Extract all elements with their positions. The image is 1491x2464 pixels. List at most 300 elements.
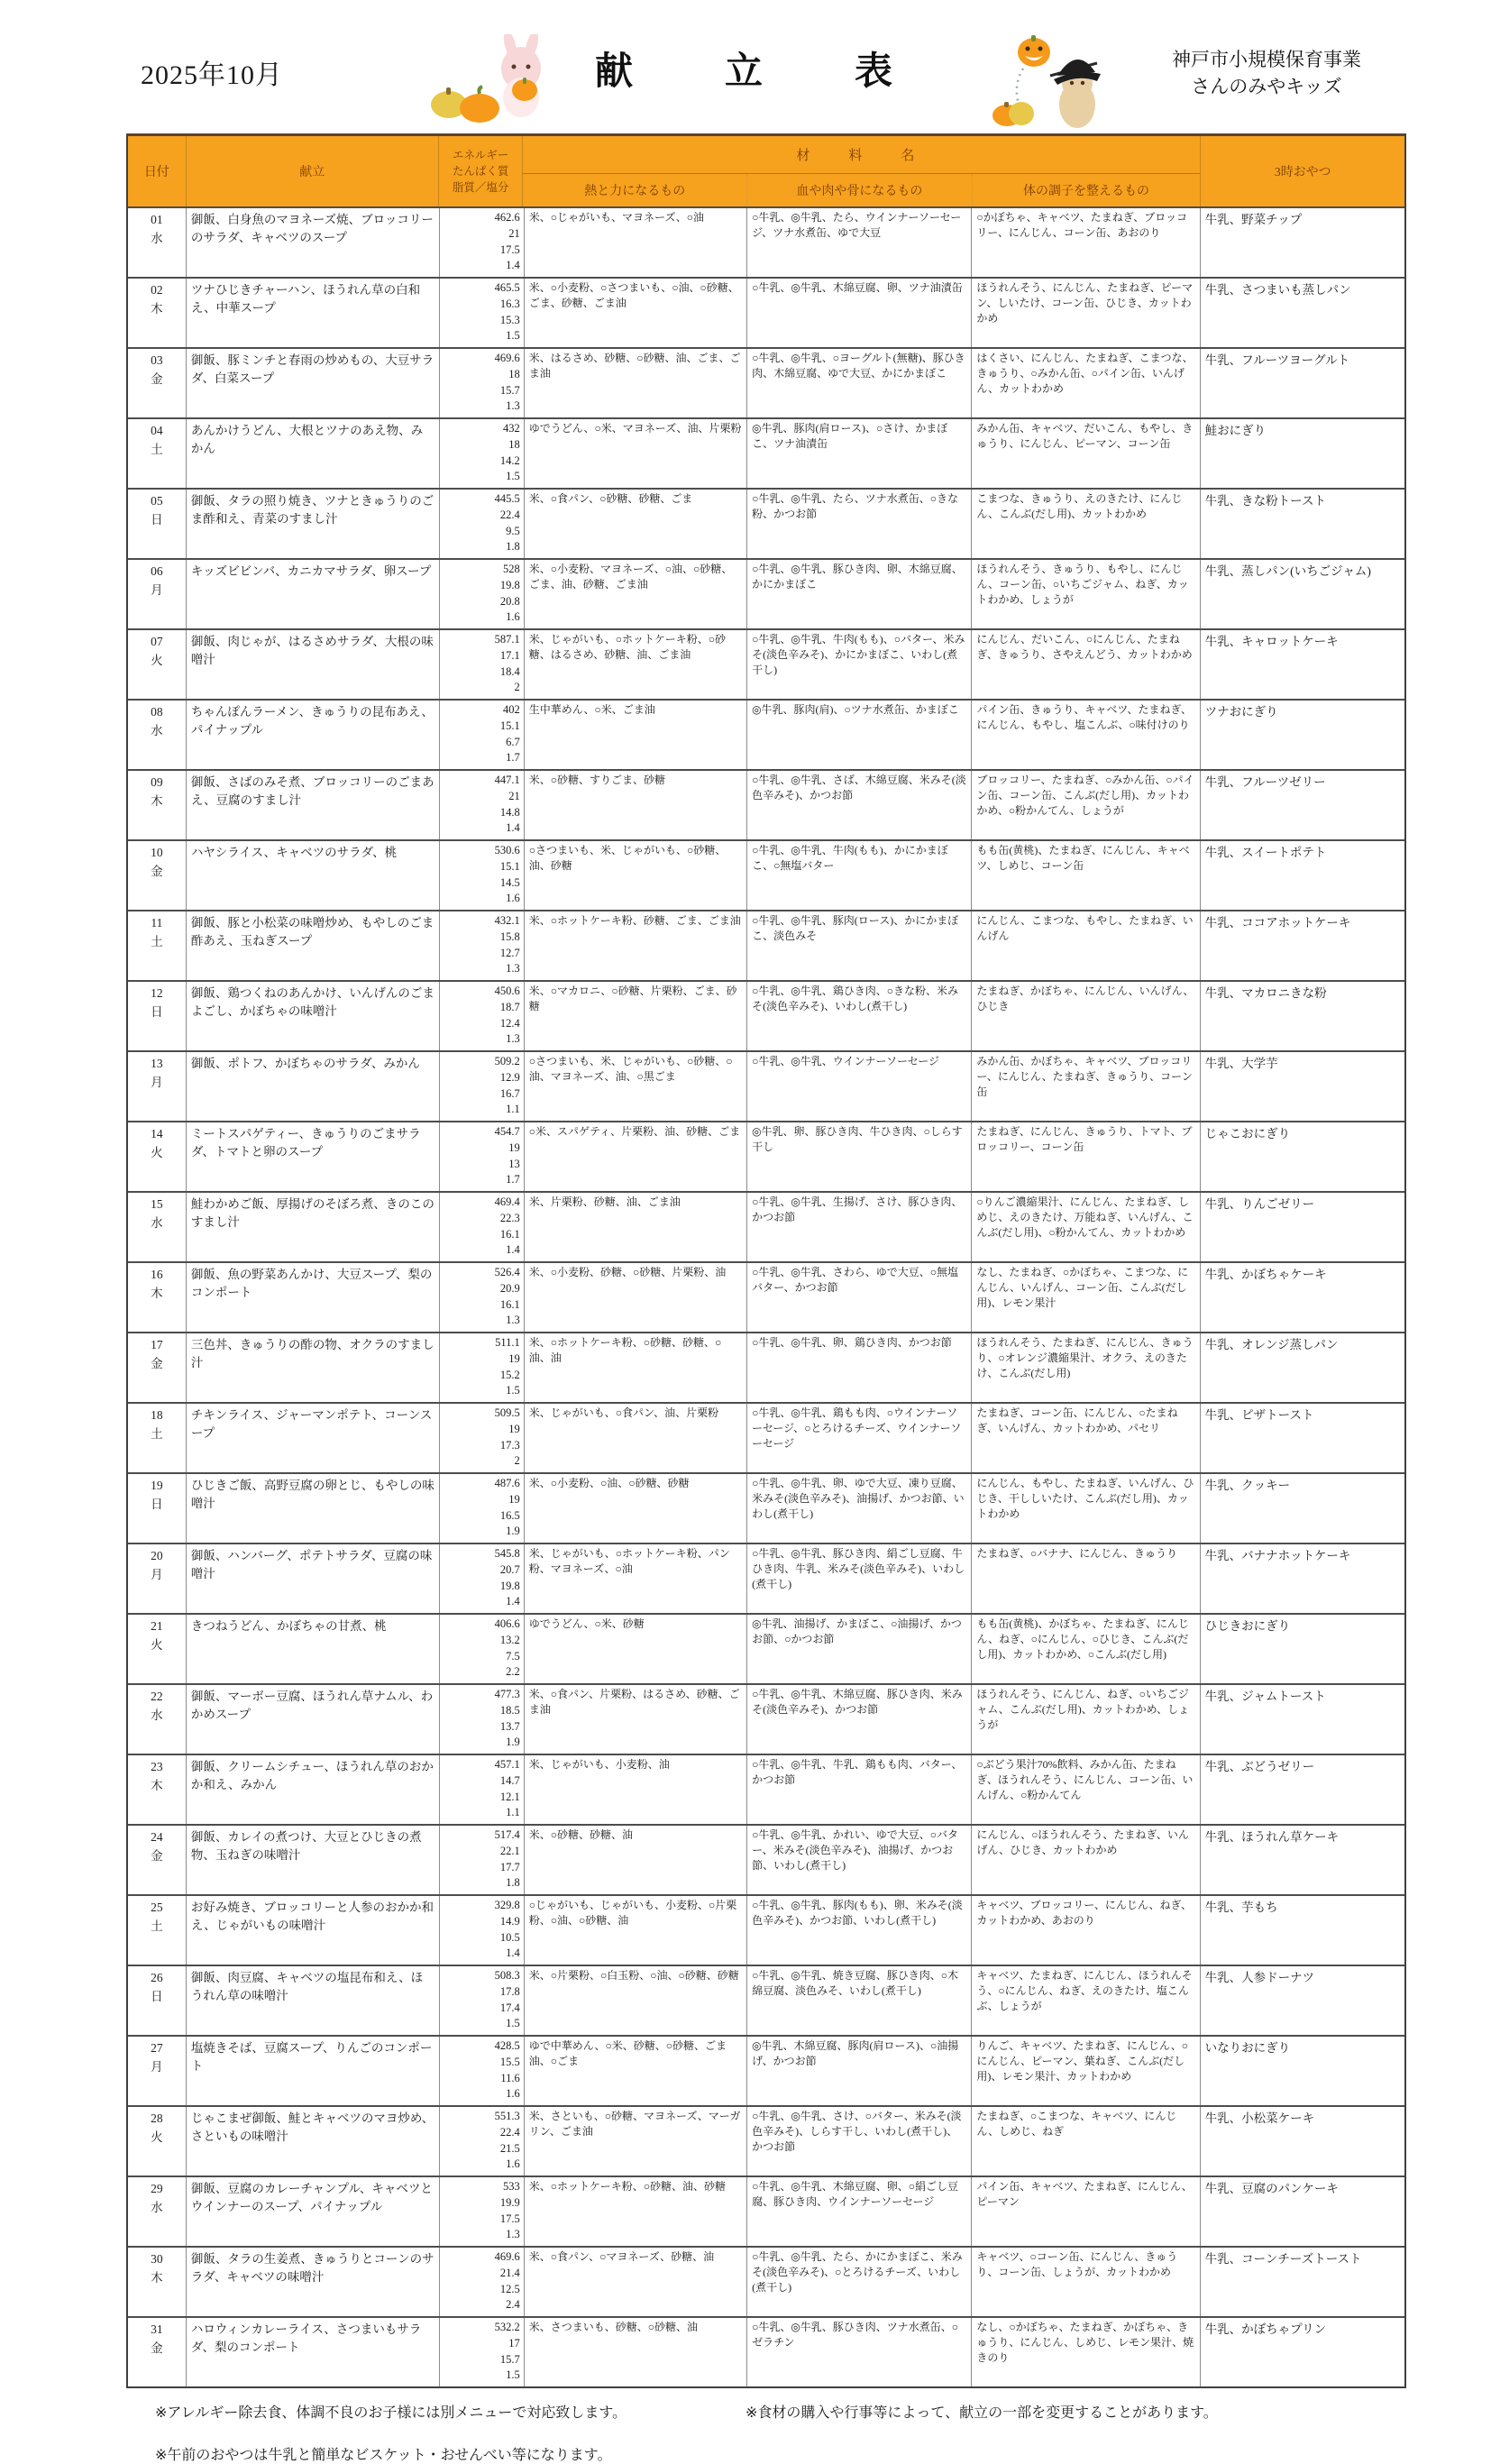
protein-value: 20.7 <box>499 1562 520 1576</box>
day-number: 19 <box>151 1479 163 1492</box>
carb-foods-cell: 米、○ホットケーキ粉、○砂糖、砂糖、○油、油 <box>524 1333 746 1402</box>
date-cell <box>128 1544 186 1613</box>
protein-value: 19.8 <box>499 578 520 591</box>
snack-cell: 牛乳、蒸しパン(いちごジャム) <box>1200 560 1404 628</box>
body-foods-cell: ◎牛乳、豚肉(肩)、○ツナ水煮缶、かまぼこ <box>746 701 971 769</box>
body-foods-cell: ○牛乳、◎牛乳、ウインナーソーセージ <box>746 1052 971 1121</box>
energy-value: 509.2 <box>494 1055 520 1067</box>
weekday-label: 水 <box>151 723 163 737</box>
energy-value: 511.1 <box>495 1336 520 1349</box>
snack-cell: 牛乳、ココアホットケーキ <box>1200 911 1404 980</box>
weekday-label: 火 <box>151 653 163 667</box>
menu-table-body <box>128 206 1404 2386</box>
date-cell <box>128 630 186 699</box>
regulate-foods-cell: たまねぎ、にんじん、きゅうり、トマト、ブロッコリー、コーン缶 <box>971 1122 1199 1191</box>
regulate-foods-cell: もも缶(黄桃)、たまねぎ、にんじん、キャベツ、しめじ、コーン缶 <box>971 841 1199 910</box>
menu-cell: 御飯、肉豆腐、キャベツの塩昆布和え、ほうれん草の味噌汁 <box>186 1966 439 2035</box>
protein-value: 19 <box>508 1351 520 1365</box>
energy-value: 402 <box>503 703 520 716</box>
nutrition-cell <box>439 1896 524 1965</box>
snack-cell: 牛乳、バナナホットケーキ <box>1200 1544 1404 1613</box>
weekday-label: 火 <box>151 2130 163 2144</box>
day-number: 20 <box>151 1549 163 1562</box>
regulate-foods-cell: パイン缶、きゅうり、キャベツ、たまねぎ、にんじん、もやし、塩こんぶ、○味付けのり <box>971 701 1199 769</box>
day-number: 16 <box>151 1268 163 1281</box>
menu-cell: 御飯、クリームシチュー、ほうれん草のおかか和え、みかん <box>186 1755 439 1824</box>
protein-value: 13.2 <box>499 1633 520 1646</box>
date-cell <box>128 1826 186 1894</box>
regulate-foods-cell: たまねぎ、コーン缶、にんじん、○たまねぎ、いんげん、カットわかめ、パセリ <box>971 1404 1199 1472</box>
body-foods-cell: ○牛乳、◎牛乳、豚ひき肉、卵、木綿豆腐、かにかまぼこ <box>746 560 971 628</box>
menu-table-row <box>128 1191 1404 1261</box>
snack-cell: 牛乳、大学芋 <box>1200 1052 1404 1121</box>
date-cell <box>128 1615 186 1683</box>
fat-value: 15.7 <box>499 2352 520 2366</box>
body-foods-cell: ○牛乳、◎牛乳、鶏ひき肉、○きな粉、米みそ(淡色辛みそ)、いわし(煮干し) <box>746 982 971 1050</box>
rabbit-with-pumpkins-icon <box>424 34 577 124</box>
salt-value: 1.1 <box>506 1103 520 1116</box>
menu-cell: 御飯、魚の野菜あんかけ、大豆スープ、梨のコンポート <box>186 1263 439 1332</box>
carb-foods-cell: 米、○食パン、片栗粉、はるさめ、砂糖、ごま油 <box>524 1685 746 1754</box>
snack-cell: 牛乳、ほうれん草ケーキ <box>1200 1826 1404 1894</box>
energy-value: 432.1 <box>494 914 520 927</box>
weekday-label: 土 <box>151 1426 163 1441</box>
body-foods-cell: ○牛乳、◎牛乳、たら、ツナ水煮缶、○きな粉、かつお節 <box>746 490 971 558</box>
fat-value: 17.5 <box>499 2212 520 2225</box>
carb-foods-cell: 米、○小麦粉、○油、○砂糖、砂糖 <box>524 1474 746 1543</box>
nutrition-cell <box>439 2318 524 2386</box>
body-foods-cell: ○牛乳、◎牛乳、豚肉(ロース)、かにかまぼこ、淡色みそ <box>746 911 971 980</box>
protein-value: 22.3 <box>499 1211 520 1224</box>
table-header <box>128 136 1404 206</box>
menu-table-row <box>128 1121 1404 1191</box>
salt-value: 1.8 <box>506 540 520 554</box>
salt-value: 1.8 <box>506 1876 520 1890</box>
protein-value: 12.9 <box>499 1070 520 1084</box>
regulate-foods-cell: みかん缶、かぼちゃ、キャベツ、ブロッコリー、にんじん、たまねぎ、きゅうり、コーン缶 <box>971 1052 1199 1121</box>
energy-value: 528 <box>503 563 520 575</box>
nutrition-cell <box>439 911 524 980</box>
weekday-label: 金 <box>151 2340 163 2355</box>
nutrition-cell <box>439 2177 524 2246</box>
carb-foods-cell: 米、じゃがいも、○ホットケーキ粉、○砂糖、はるさめ、砂糖、油、ごま油 <box>524 630 746 699</box>
regulate-foods-cell: なし、○かぼちゃ、たまねぎ、かぼちゃ、きゅうり、にんじん、しめじ、レモン果汁、焼きのり <box>971 2318 1199 2386</box>
menu-table-row <box>128 1754 1404 1824</box>
nutrition-cell <box>439 279 524 347</box>
menu-table-row <box>128 1261 1404 1332</box>
salt-value: 1.3 <box>506 399 520 413</box>
salt-value: 1.6 <box>506 2087 520 2101</box>
salt-value: 1.6 <box>506 610 520 624</box>
column-header-snack: 3時おやつ <box>1200 136 1404 206</box>
weekday-label: 月 <box>151 1075 163 1089</box>
energy-value: 469.6 <box>494 2250 520 2263</box>
fat-value: 12.1 <box>499 1790 520 1803</box>
date-cell <box>128 2248 186 2316</box>
energy-value: 457.1 <box>494 1758 520 1771</box>
date-cell <box>128 1193 186 1261</box>
salt-value: 1.3 <box>506 962 520 976</box>
menu-cell: 御飯、さばのみそ煮、ブロッコリーのごまあえ、豆腐のすまし汁 <box>186 771 439 839</box>
day-number: 29 <box>151 2182 163 2195</box>
carb-foods-cell: 米、片栗粉、砂糖、油、ごま油 <box>524 1193 746 1261</box>
nutrition-header-line: 脂質／塩分 <box>452 181 509 195</box>
salt-value: 1.5 <box>506 329 520 343</box>
weekday-label: 土 <box>151 442 163 456</box>
day-number: 30 <box>151 2252 163 2266</box>
weekday-label: 金 <box>151 1356 163 1370</box>
day-number: 03 <box>151 353 163 367</box>
carb-foods-cell: ゆでうどん、○米、砂糖 <box>524 1615 746 1683</box>
protein-value: 19.9 <box>499 2195 520 2209</box>
carb-foods-cell: 米、○小麦粉、マヨネーズ、○油、○砂糖、ごま、油、砂糖、ごま油 <box>524 560 746 628</box>
regulate-foods-cell: パイン缶、キャベツ、たまねぎ、にんじん、ピーマン <box>971 2177 1199 2246</box>
salt-value: 2.2 <box>506 1665 520 1679</box>
salt-value: 1.7 <box>506 1173 520 1186</box>
date-cell <box>128 1052 186 1121</box>
day-number: 21 <box>151 1619 163 1633</box>
carb-foods-cell: 米、○砂糖、砂糖、油 <box>524 1826 746 1894</box>
column-header-date: 日付 <box>143 166 169 179</box>
protein-value: 22.4 <box>499 508 520 521</box>
date-cell <box>128 1685 186 1754</box>
snack-cell: いなりおにぎり <box>1200 2037 1404 2105</box>
nutrition-cell <box>439 1122 524 1191</box>
menu-cell: 鮭わかめご飯、厚揚げのそぼろ煮、きのこのすまし汁 <box>186 1193 439 1261</box>
snack-cell: 鮭おにぎり <box>1200 419 1404 488</box>
nutrition-cell <box>439 2107 524 2175</box>
protein-value: 21 <box>508 226 520 240</box>
snack-cell: ひじきおにぎり <box>1200 1615 1404 1683</box>
menu-table-row <box>128 910 1404 980</box>
carb-foods-cell: ゆでうどん、○米、マヨネーズ、油、片栗粉 <box>524 419 746 488</box>
protein-value: 21 <box>508 789 520 802</box>
menu-table-row <box>128 1402 1404 1472</box>
protein-value: 15.1 <box>499 719 520 732</box>
regulate-foods-cell: ブロッコリー、たまねぎ、○みかん缶、○パイン缶、コーン缶、こんぶ(だし用)、カットわかめ、○粉かんてん、しょうが <box>971 771 1199 839</box>
carb-foods-cell: 米、○砂糖、すりごま、砂糖 <box>524 771 746 839</box>
energy-value: 469.6 <box>494 352 520 364</box>
page-header <box>0 0 1491 133</box>
body-foods-cell: ○牛乳、◎牛乳、生揚げ、さけ、豚ひき肉、かつお節 <box>746 1193 971 1261</box>
menu-table-row <box>128 1613 1404 1683</box>
regulate-foods-cell: なし、たまねぎ、○かぼちゃ、こまつな、にんじん、いんげん、コーン缶、こんぶ(だし用)、レモン果汁 <box>971 1263 1199 1332</box>
protein-value: 16.3 <box>499 297 520 310</box>
energy-value: 545.8 <box>494 1547 520 1560</box>
body-foods-cell: ○牛乳、◎牛乳、豚肉(もも)、卵、米みそ(淡色辛みそ)、かつお節、いわし(煮干し) <box>746 1896 971 1965</box>
snack-cell: 牛乳、りんごゼリー <box>1200 1193 1404 1261</box>
day-number: 04 <box>151 424 163 437</box>
weekday-label: 日 <box>151 1004 163 1019</box>
date-cell <box>128 1896 186 1965</box>
nutrition-cell <box>439 208 524 277</box>
regulate-foods-cell: キャベツ、たまねぎ、にんじん、ほうれんそう、○にんじん、ねぎ、えのきたけ、塩こんぶ、しょうが <box>971 1966 1199 2035</box>
menu-table <box>126 133 1406 2388</box>
regulate-foods-cell: ほうれんそう、にんじん、たまねぎ、ピーマン、しいたけ、コーン缶、ひじき、カットわかめ <box>971 279 1199 347</box>
nutrition-cell <box>439 1404 524 1472</box>
fat-value: 13.7 <box>499 1719 520 1733</box>
column-header-carb-foods: 熱と力になるもの <box>584 185 686 198</box>
energy-value: 533 <box>503 2180 520 2193</box>
date-cell <box>128 1333 186 1402</box>
date-cell <box>128 2177 186 2246</box>
body-foods-cell: ○牛乳、◎牛乳、たら、ウインナーソーセージ、ツナ水煮缶、ゆで大豆 <box>746 208 971 277</box>
menu-cell: 御飯、豆腐のカレーチャンプル、キャベツとウインナーのスープ、パイナップル <box>186 2177 439 2246</box>
snack-cell: 牛乳、キャロットケーキ <box>1200 630 1404 699</box>
carb-foods-cell: 米、じゃがいも、○ホットケーキ粉、パン粉、マヨネーズ、○油 <box>524 1544 746 1613</box>
organization-line1: 神戸市小規模保育事業 <box>1172 50 1361 70</box>
menu-cell: 御飯、カレイの煮つけ、大豆とひじきの煮物、玉ねぎの味噌汁 <box>186 1826 439 1894</box>
fat-value: 12.4 <box>499 1016 520 1030</box>
day-number: 27 <box>151 2041 163 2055</box>
weekday-label: 水 <box>151 1708 163 1722</box>
body-foods-cell: ○牛乳、◎牛乳、鶏もも肉、○ウインナーソーセージ、○とろけるチーズ、ウインナーソーセージ <box>746 1404 971 1472</box>
body-foods-cell: ○牛乳、◎牛乳、牛肉(もも)、かにかまぼこ、○無塩バター <box>746 841 971 910</box>
fat-value: 17.5 <box>499 243 520 256</box>
menu-table-row <box>128 417 1404 488</box>
date-cell <box>128 841 186 910</box>
menu-table-row <box>128 1683 1404 1754</box>
date-cell <box>128 560 186 628</box>
body-foods-cell: ○牛乳、◎牛乳、かれい、ゆで大豆、○バター、米みそ(淡色辛みそ)、油揚げ、かつお節、いわし(煮干し) <box>746 1826 971 1894</box>
snack-cell: 牛乳、フルーツゼリー <box>1200 771 1404 839</box>
day-number: 31 <box>151 2322 163 2336</box>
fat-value: 17.7 <box>499 1860 520 1873</box>
regulate-foods-cell: こまつな、きゅうり、えのきたけ、にんじん、こんぶ(だし用)、カットわかめ <box>971 490 1199 558</box>
carb-foods-cell: 米、さといも、○砂糖、マヨネーズ、マーガリン、ごま油 <box>524 2107 746 2175</box>
footnote-allergy: ※アレルギー除去食、体調不良のお子様には別メニューで対応致します。 <box>155 2405 627 2421</box>
column-header-nutrition <box>438 136 522 206</box>
menu-cell: お好み焼き、ブロッコリーと人参のおかか和え、じゃがいもの味噌汁 <box>186 1896 439 1965</box>
fat-value: 20.8 <box>499 594 520 608</box>
weekday-label: 木 <box>151 1778 163 1792</box>
date-cell <box>128 982 186 1050</box>
weekday-label: 木 <box>151 301 163 316</box>
nutrition-cell <box>439 1966 524 2035</box>
weekday-label: 金 <box>151 371 163 386</box>
date-cell <box>128 1474 186 1543</box>
menu-cell: じゃこまぜ御飯、鮭とキャベツのマヨ炒め、さといもの味噌汁 <box>186 2107 439 2175</box>
organization-name <box>1131 47 1402 102</box>
snack-cell: じゃこおにぎり <box>1200 1122 1404 1191</box>
date-cell <box>128 419 186 488</box>
regulate-foods-cell: にんじん、○ほうれんそう、たまねぎ、いんげん、ひじき、カットわかめ <box>971 1826 1199 1894</box>
menu-table-row <box>128 980 1404 1050</box>
day-number: 06 <box>151 564 163 578</box>
date-cell <box>128 1263 186 1332</box>
body-foods-cell: ◎牛乳、豚肉(肩ロース)、○さけ、かまぼこ、ツナ油漬缶 <box>746 419 971 488</box>
weekday-label: 水 <box>151 231 163 245</box>
menu-table-row <box>128 1965 1404 2035</box>
snack-cell: 牛乳、コーンチーズトースト <box>1200 2248 1404 2316</box>
date-cell <box>128 771 186 839</box>
weekday-label: 月 <box>151 1567 163 1581</box>
salt-value: 2 <box>514 1454 520 1468</box>
protein-value: 14.9 <box>499 1914 520 1928</box>
protein-value: 18 <box>508 437 520 451</box>
date-cell <box>128 208 186 277</box>
fat-value: 14.5 <box>499 875 520 889</box>
salt-value: 1.5 <box>506 2368 520 2382</box>
salt-value: 1.9 <box>506 1525 520 1538</box>
menu-cell: 御飯、タラの生姜煮、きゅうりとコーンのサラダ、キャベツの味噌汁 <box>186 2248 439 2316</box>
day-number: 08 <box>151 705 163 719</box>
regulate-foods-cell: ほうれんそう、たまねぎ、にんじん、きゅうり、○オレンジ濃縮果汁、オクラ、えのきたけ、こんぶ(だし用) <box>971 1333 1199 1402</box>
day-number: 13 <box>151 1057 163 1070</box>
date-cell <box>128 701 186 769</box>
nutrition-cell <box>439 1615 524 1683</box>
regulate-foods-cell: にんじん、もやし、たまねぎ、いんげん、ひじき、干ししいたけ、こんぶ(だし用)、カットわかめ <box>971 1474 1199 1543</box>
carb-foods-cell: ○さつまいも、米、じゃがいも、○砂糖、○油、マヨネーズ、油、○黒ごま <box>524 1052 746 1121</box>
salt-value: 1.7 <box>506 751 520 765</box>
energy-value: 465.5 <box>494 281 520 294</box>
weekday-label: 日 <box>151 1989 163 2003</box>
day-number: 23 <box>151 1760 163 1773</box>
snack-cell: 牛乳、さつまいも蒸しパン <box>1200 279 1404 347</box>
menu-cell: 御飯、マーボー豆腐、ほうれん草ナムル、わかめスープ <box>186 1685 439 1754</box>
energy-value: 487.6 <box>494 1477 520 1489</box>
day-number: 12 <box>151 986 163 1000</box>
weekday-label: 水 <box>151 1215 163 1230</box>
body-foods-cell: ◎牛乳、油揚げ、かまぼこ、○油揚げ、かつお節、○かつお節 <box>746 1615 971 1683</box>
weekday-label: 日 <box>151 1497 163 1511</box>
day-number: 10 <box>151 846 163 859</box>
body-foods-cell: ○牛乳、◎牛乳、さけ、○バター、米みそ(淡色辛みそ)、しらす干し、いわし(煮干し)、かつお節 <box>746 2107 971 2175</box>
fat-value: 15.3 <box>499 313 520 326</box>
nutrition-cell <box>439 1685 524 1754</box>
snack-cell: 牛乳、野菜チップ <box>1200 208 1404 277</box>
carb-foods-cell: 米、○片栗粉、○白玉粉、○油、○砂糖、砂糖 <box>524 1966 746 2035</box>
carb-foods-cell: 米、じゃがいも、小麦粉、油 <box>524 1755 746 1824</box>
organization-line2: さんのみやキッズ <box>1191 77 1342 98</box>
snack-cell: 牛乳、ジャムトースト <box>1200 1685 1404 1754</box>
day-number: 07 <box>151 635 163 648</box>
menu-table-row <box>128 2175 1404 2246</box>
day-number: 28 <box>151 2111 163 2125</box>
nutrition-cell <box>439 982 524 1050</box>
weekday-label: 木 <box>151 2270 163 2285</box>
body-foods-cell: ◎牛乳、木綿豆腐、豚肉(肩ロース)、○油揚げ、かつお節 <box>746 2037 971 2105</box>
regulate-foods-cell: りんご、キャベツ、たまねぎ、にんじん、○にんじん、ピーマン、葉ねぎ、こんぶ(だし用)、レモン果汁、カットわかめ <box>971 2037 1199 2105</box>
carb-foods-cell: 米、はるさめ、砂糖、○砂糖、油、ごま、ごま油 <box>524 349 746 417</box>
weekday-label: 土 <box>151 1919 163 1933</box>
date-cell <box>128 1755 186 1824</box>
body-foods-cell: ○牛乳、◎牛乳、木綿豆腐、卵、ツナ油漬缶 <box>746 279 971 347</box>
nutrition-cell <box>439 1474 524 1543</box>
menu-table-row <box>128 1472 1404 1543</box>
weekday-label: 火 <box>151 1637 163 1652</box>
energy-value: 428.5 <box>494 2039 520 2052</box>
menu-table-row <box>128 839 1404 910</box>
carb-foods-cell: 米、○小麦粉、砂糖、○砂糖、片栗粉、油 <box>524 1263 746 1332</box>
footnote-morning-snack: ※午前のおやつは牛乳と簡単なビスケット・おせんべい等になります。 <box>155 2448 612 2463</box>
snack-cell: 牛乳、かぼちゃプリン <box>1200 2318 1404 2386</box>
energy-value: 532.2 <box>494 2321 520 2333</box>
snack-cell: 牛乳、芋もち <box>1200 1896 1404 1965</box>
day-number: 18 <box>151 1408 163 1422</box>
regulate-foods-cell: キャベツ、○コーン缶、にんじん、きゅうり、コーン缶、しょうが、カットわかめ <box>971 2248 1199 2316</box>
protein-value: 21.4 <box>499 2266 520 2279</box>
nutrition-cell <box>439 419 524 488</box>
menu-table-row <box>128 1824 1404 1894</box>
salt-value: 1.4 <box>506 259 520 272</box>
nutrition-cell <box>439 349 524 417</box>
date-cell <box>128 1966 186 2035</box>
column-group-ingredients <box>522 136 1200 206</box>
nutrition-cell <box>439 2248 524 2316</box>
weekday-label: 金 <box>151 1848 163 1863</box>
carb-foods-cell: 米、○ホットケーキ粉、○砂糖、油、砂糖 <box>524 2177 746 2246</box>
nutrition-cell <box>439 1826 524 1894</box>
body-foods-cell: ○牛乳、◎牛乳、○ヨーグルト(無糖)、豚ひき肉、木綿豆腐、ゆで大豆、かにかまぼこ <box>746 349 971 417</box>
protein-value: 15.1 <box>499 859 520 873</box>
snack-cell: 牛乳、人参ドーナツ <box>1200 1966 1404 2035</box>
weekday-label: 木 <box>151 793 163 808</box>
regulate-foods-cell: ○ぶどう果汁70%飲料、みかん缶、たまねぎ、ほうれんそう、にんじん、コーン缶、いんげん、○粉かんてん <box>971 1755 1199 1824</box>
salt-value: 1.5 <box>506 470 520 483</box>
menu-table-row <box>128 558 1404 628</box>
snack-cell: 牛乳、フルーツヨーグルト <box>1200 349 1404 417</box>
menu-cell: キッズビビンバ、カニカマサラダ、卵スープ <box>186 560 439 628</box>
menu-cell: 御飯、肉じゃが、はるさめサラダ、大根の味噌汁 <box>186 630 439 699</box>
carb-foods-cell: 米、○食パン、○マヨネーズ、砂糖、油 <box>524 2248 746 2316</box>
day-number: 01 <box>151 213 163 226</box>
regulate-foods-cell: たまねぎ、○こまつな、キャベツ、にんじん、しめじ、ねぎ <box>971 2107 1199 2175</box>
nutrition-cell <box>439 1052 524 1121</box>
fat-value: 12.7 <box>499 946 520 959</box>
day-number: 22 <box>151 1690 163 1703</box>
body-foods-cell: ○牛乳、◎牛乳、卵、ゆで大豆、凍り豆腐、米みそ(淡色辛みそ)、油揚げ、かつお節、いわし(煮干し) <box>746 1474 971 1543</box>
protein-value: 19 <box>508 1140 520 1154</box>
snack-cell: 牛乳、かぼちゃケーキ <box>1200 1263 1404 1332</box>
salt-value: 1.4 <box>506 1243 520 1257</box>
regulate-foods-cell: はくさい、にんじん、たまねぎ、こまつな、きゅうり、○みかん缶、○パイン缶、いんげん、カットわかめ <box>971 349 1199 417</box>
salt-value: 1.3 <box>506 2228 520 2241</box>
salt-value: 2.4 <box>506 2298 520 2312</box>
day-number: 14 <box>151 1127 163 1140</box>
date-cell <box>128 2107 186 2175</box>
fat-value: 16.1 <box>499 1227 520 1241</box>
carb-foods-cell: ○さつまいも、米、じゃがいも、○砂糖、油、砂糖 <box>524 841 746 910</box>
salt-value: 1.4 <box>506 1595 520 1608</box>
energy-value: 454.7 <box>494 1125 520 1138</box>
footnote-change: ※食材の購入や行事等によって、献立の一部を変更することがあります。 <box>746 2405 1218 2421</box>
date-cell <box>128 490 186 558</box>
carb-foods-cell: 米、じゃがいも、○食パン、油、片栗粉 <box>524 1404 746 1472</box>
carb-foods-cell: 米、○じゃがいも、マヨネーズ、○油 <box>524 208 746 277</box>
date-cell <box>128 279 186 347</box>
fat-value: 16.5 <box>499 1508 520 1522</box>
weekday-label: 日 <box>151 512 163 527</box>
energy-value: 551.3 <box>494 2110 520 2122</box>
column-header-menu: 献立 <box>186 136 438 206</box>
body-foods-cell: ○牛乳、◎牛乳、さわら、ゆで大豆、○無塩バター、かつお節 <box>746 1263 971 1332</box>
weekday-label: 月 <box>151 2059 163 2074</box>
energy-value: 526.4 <box>494 1266 520 1278</box>
regulate-foods-cell: ほうれんそう、きゅうり、もやし、にんじん、コーン缶、○いちごジャム、ねぎ、カットわかめ、しょうが <box>971 560 1199 628</box>
menu-cell: あんかけうどん、大根とツナのあえ物、みかん <box>186 419 439 488</box>
nutrition-cell <box>439 701 524 769</box>
fat-value: 16.1 <box>499 1297 520 1311</box>
fat-value: 14.2 <box>499 453 520 467</box>
day-number: 05 <box>151 494 163 508</box>
menu-cell: 塩焼きそば、豆腐スープ、りんごのコンポート <box>186 2037 439 2105</box>
snack-cell: 牛乳、きな粉トースト <box>1200 490 1404 558</box>
body-foods-cell: ○牛乳、◎牛乳、卵、鶏ひき肉、かつお節 <box>746 1333 971 1402</box>
nutrition-header-line: たんぱく質 <box>452 164 509 178</box>
salt-value: 1.4 <box>506 1946 520 1960</box>
fat-value: 14.8 <box>499 805 520 819</box>
